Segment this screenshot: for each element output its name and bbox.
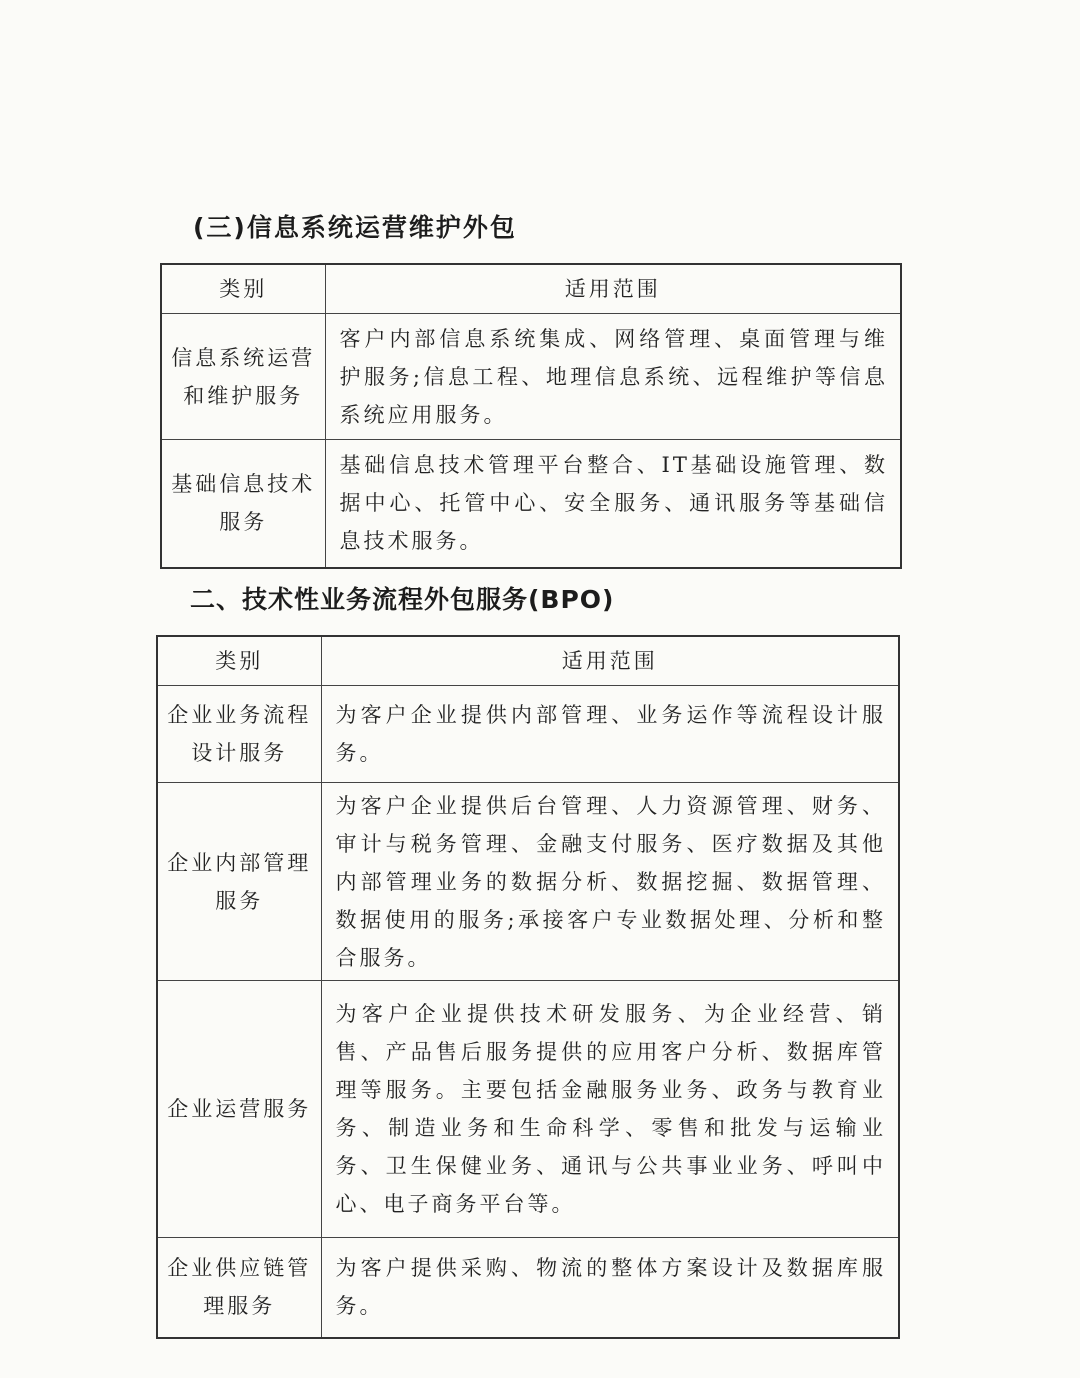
- info-system-ops-table: [160, 263, 902, 569]
- table-row: [157, 783, 899, 981]
- row-category: 企业内部管理服务: [157, 783, 321, 981]
- row-scope: 客户内部信息系统集成、网络管理、桌面管理与维护服务;信息工程、地理信息系统、远程维护等信息系统应用服务。: [325, 314, 901, 440]
- row-category: 企业供应链管理服务: [157, 1238, 321, 1338]
- table-row: [157, 1238, 899, 1338]
- header-category: 类别: [161, 264, 325, 314]
- row-scope: 为客户企业提供后台管理、人力资源管理、财务、审计与税务管理、金融支付服务、医疗数据及其他内部管理业务的数据分析、数据挖掘、数据管理、数据使用的服务;承接客户专业数据处理、分析和整合服务。: [321, 783, 899, 981]
- table-header-row: [157, 636, 899, 686]
- row-scope: 为客户企业提供技术研发服务、为企业经营、销售、产品售后服务提供的应用客户分析、数据库管理等服务。主要包括金融服务业务、政务与教育业务、制造业务和生命科学、零售和批发与运输业务、卫生保健业务、通讯与公共事业业务、呼叫中心、电子商务平台等。: [321, 981, 899, 1238]
- table-header-row: [161, 264, 901, 314]
- row-scope: 为客户提供采购、物流的整体方案设计及数据库服务。: [321, 1238, 899, 1338]
- header-category: 类别: [157, 636, 321, 686]
- header-scope: 适用范围: [325, 264, 901, 314]
- header-scope: 适用范围: [321, 636, 899, 686]
- section-heading-info-system-ops: (三)信息系统运营维护外包: [193, 213, 517, 242]
- row-scope: 基础信息技术管理平台整合、IT基础设施管理、数据中心、托管中心、安全服务、通讯服务等基础信息技术服务。: [325, 440, 901, 568]
- row-category: 信息系统运营和维护服务: [161, 314, 325, 440]
- row-category: 企业业务流程设计服务: [157, 686, 321, 783]
- section-heading-bpo: 二、技术性业务流程外包服务(BPO): [190, 585, 615, 614]
- row-category: 企业运营服务: [157, 981, 321, 1238]
- table-row: [157, 981, 899, 1238]
- row-category: 基础信息技术服务: [161, 440, 325, 568]
- table-row: [157, 686, 899, 783]
- table-row: [161, 440, 901, 568]
- bpo-services-table: [156, 635, 900, 1339]
- table-row: [161, 314, 901, 440]
- row-scope: 为客户企业提供内部管理、业务运作等流程设计服务。: [321, 686, 899, 783]
